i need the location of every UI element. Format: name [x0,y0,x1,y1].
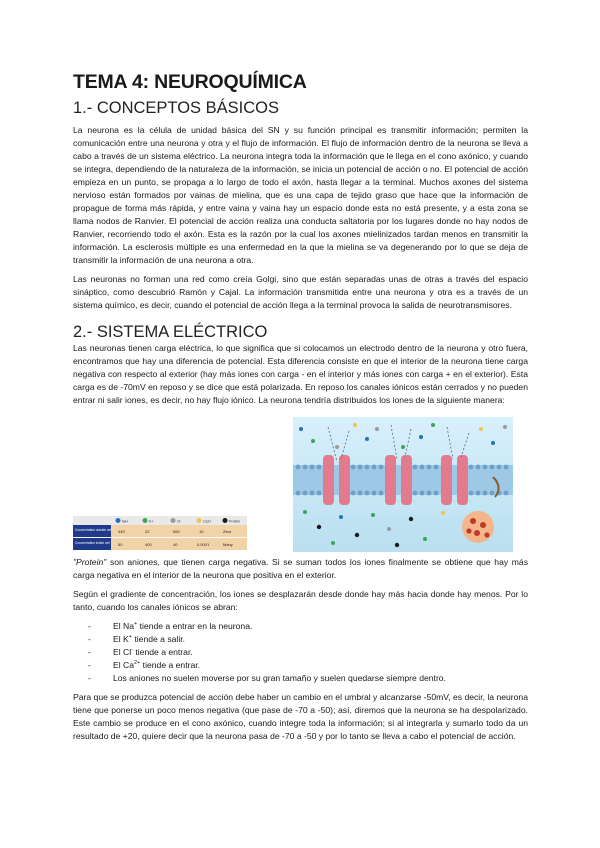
table-cell-1-2: 40 [173,542,178,547]
potassium-icon [143,518,148,523]
ion-behaviour-list [73,620,528,685]
ion-channels [323,455,468,505]
list-item: - Los aniones no suelen moverse por su gran tamaño y suelen quedarse siempre dentro. [88,672,528,685]
section-1-paragraph-2: Las neuronas no forman una red como creía Golgi, sino que están separadas unas de otras a través del espacio sináptico, como descubrió Ramón y Cajal. La información transmitida entre una neurona y otra es a través de un sistema químico, es decir, cuando el potencial de acción llega a la terminal provoca la salida de neurotransmisores. [73,274,528,310]
protein-term: "Protein" [73,557,107,567]
table-cell-0-0: 440 [118,529,125,534]
section-2-paragraph-3: Según el gradiente de concentración, los iones se desplazarán desde donde hay más hacia donde hay menos. Por lo tanto, cuando los canales iónicos se abran: [73,589,528,612]
protein-icon [223,518,228,523]
section-2-paragraph-1: Las neuronas tienen carga eléctrica, lo que significa que si colocamos un electrodo dentro de la neurona y otro fuera, encontramos que hay una diferencia de potencial. Esta diferencia consiste en que el interior de la neurona tiene carga negativa con respecto al exterior (hay más iones con carga - en el interior y más iones con carga + en el exterior). Esta carga es de -70mV en reposo y se dice que está polarizada. En reposo los canales iónicos están cerrados y no pueden entrar ni salir iones, es decir, no hay flujo iónico. La neurona tendría distribuidos los iones de la siguiente manera: [73,343,528,405]
table-row-0-label: Concentration outside cell [75,528,112,532]
table-header-3: Ca2+ [203,519,212,524]
list-item: - El K+ tiende a salir. [88,633,528,646]
section-1-heading: 1.- CONCEPTOS BÁSICOS [73,99,279,117]
table-header-0: Na+ [122,519,129,524]
table-cell-1-1: 400 [145,542,152,547]
table-cell-0-2: 560 [173,529,180,534]
table-header-bg [73,516,247,525]
section-2-heading: 2.- SISTEMA ELÉCTRICO [73,323,268,341]
table-header-2: Cl- [177,519,182,524]
table-header-4: Protein [229,519,241,524]
protein-cluster [462,511,494,543]
membrane-ion-channel-illustration [293,417,513,552]
calcium-icon [197,518,202,523]
chloride-icon [171,518,176,523]
section-2-paragraph-4: Para que se produzca potencial de acción debe haber un cambio en el umbral y alcanzarse -50mV, es decir, la neurona tiene que ponerse un poco menos negativa (que pase de -70 a -50); así, diremos que la neurona se ha despolarizado. Este cambio se produce en el cono axónico, cuando integre toda la información; si al integrarla y sumarlo todo da un resultado de +20, quiere decir que la neurona pasa de -70 a -50 y por lo tanto se lleva a cabo el potencial de acción. [73,692,528,741]
table-header-1: K+ [149,519,154,524]
section-1-paragraph-1: La neurona es la célula de unidad básica del SN y su función principal es transmitir información; permiten la comunicación entre una neurona y otra y el flujo de información. El flujo de información dentro de la neurona se lleva a cabo a través de un sistema eléctrico. La neurona integra toda la información que le llega en el cono axónico, y cuando se integra, dependiendo de la naturaleza de la información, se inicia un potencial de acción o no. El potencial de acción empieza en un punto, se propaga a lo largo de todo el axón, hasta llegar a la terminal. Muchos axones del sistema nervioso están formados por vainas de mielina, que es una capa de tejido graso que hace que la información de propague de forma más rápida, y entre vaina y vaina hay un espacio donde esta no está presente, y a esta zona se llama nodos de Ranvier. El potencial de acción realiza una conducta saltatoria por los lugares donde no hay nodos de Ranvier, recorriendo todo el axón. Esta es la razón por la cual los axones mielinizados tardan menos en transmitir la información. La esclerosis múltiple es una enfermedad en la que la mielina se va degenerando por lo que se deja de transmitir la información de una neurona a otra. [73,125,528,265]
table-cell-1-0: 50 [118,542,123,547]
table-cell-0-1: 22 [145,529,150,534]
document-page [73,70,528,743]
table-cell-0-3: 10 [199,529,204,534]
table-row-1-label: Concentration inside cell [75,541,110,545]
list-item: - El Na+ tiende a entrar en la neurona. [88,620,528,633]
table-cell-1-3: 0.0001 [197,542,210,547]
list-item: - El Cl- tiende a entrar. [88,646,528,659]
figures-row [73,417,528,554]
section-2-paragraph-2-text: son aniones, que tienen carga negativa. Si se suman todos los iones finalmente se obtiene que hay más carga negativa en el interior de la neurona que positiva en el exterior. [73,557,528,580]
ion-concentration-table [73,516,247,550]
table-cell-0-4: Zero [223,529,232,534]
list-item: - El $Ca^{2+}$ tiende a entrar. [88,659,528,672]
document-title: TEMA 4: NEUROQUÍMICA [73,71,307,93]
table-cell-1-4: Many [223,542,233,547]
sodium-icon [116,518,121,523]
section-2-paragraph-2 [73,556,528,582]
